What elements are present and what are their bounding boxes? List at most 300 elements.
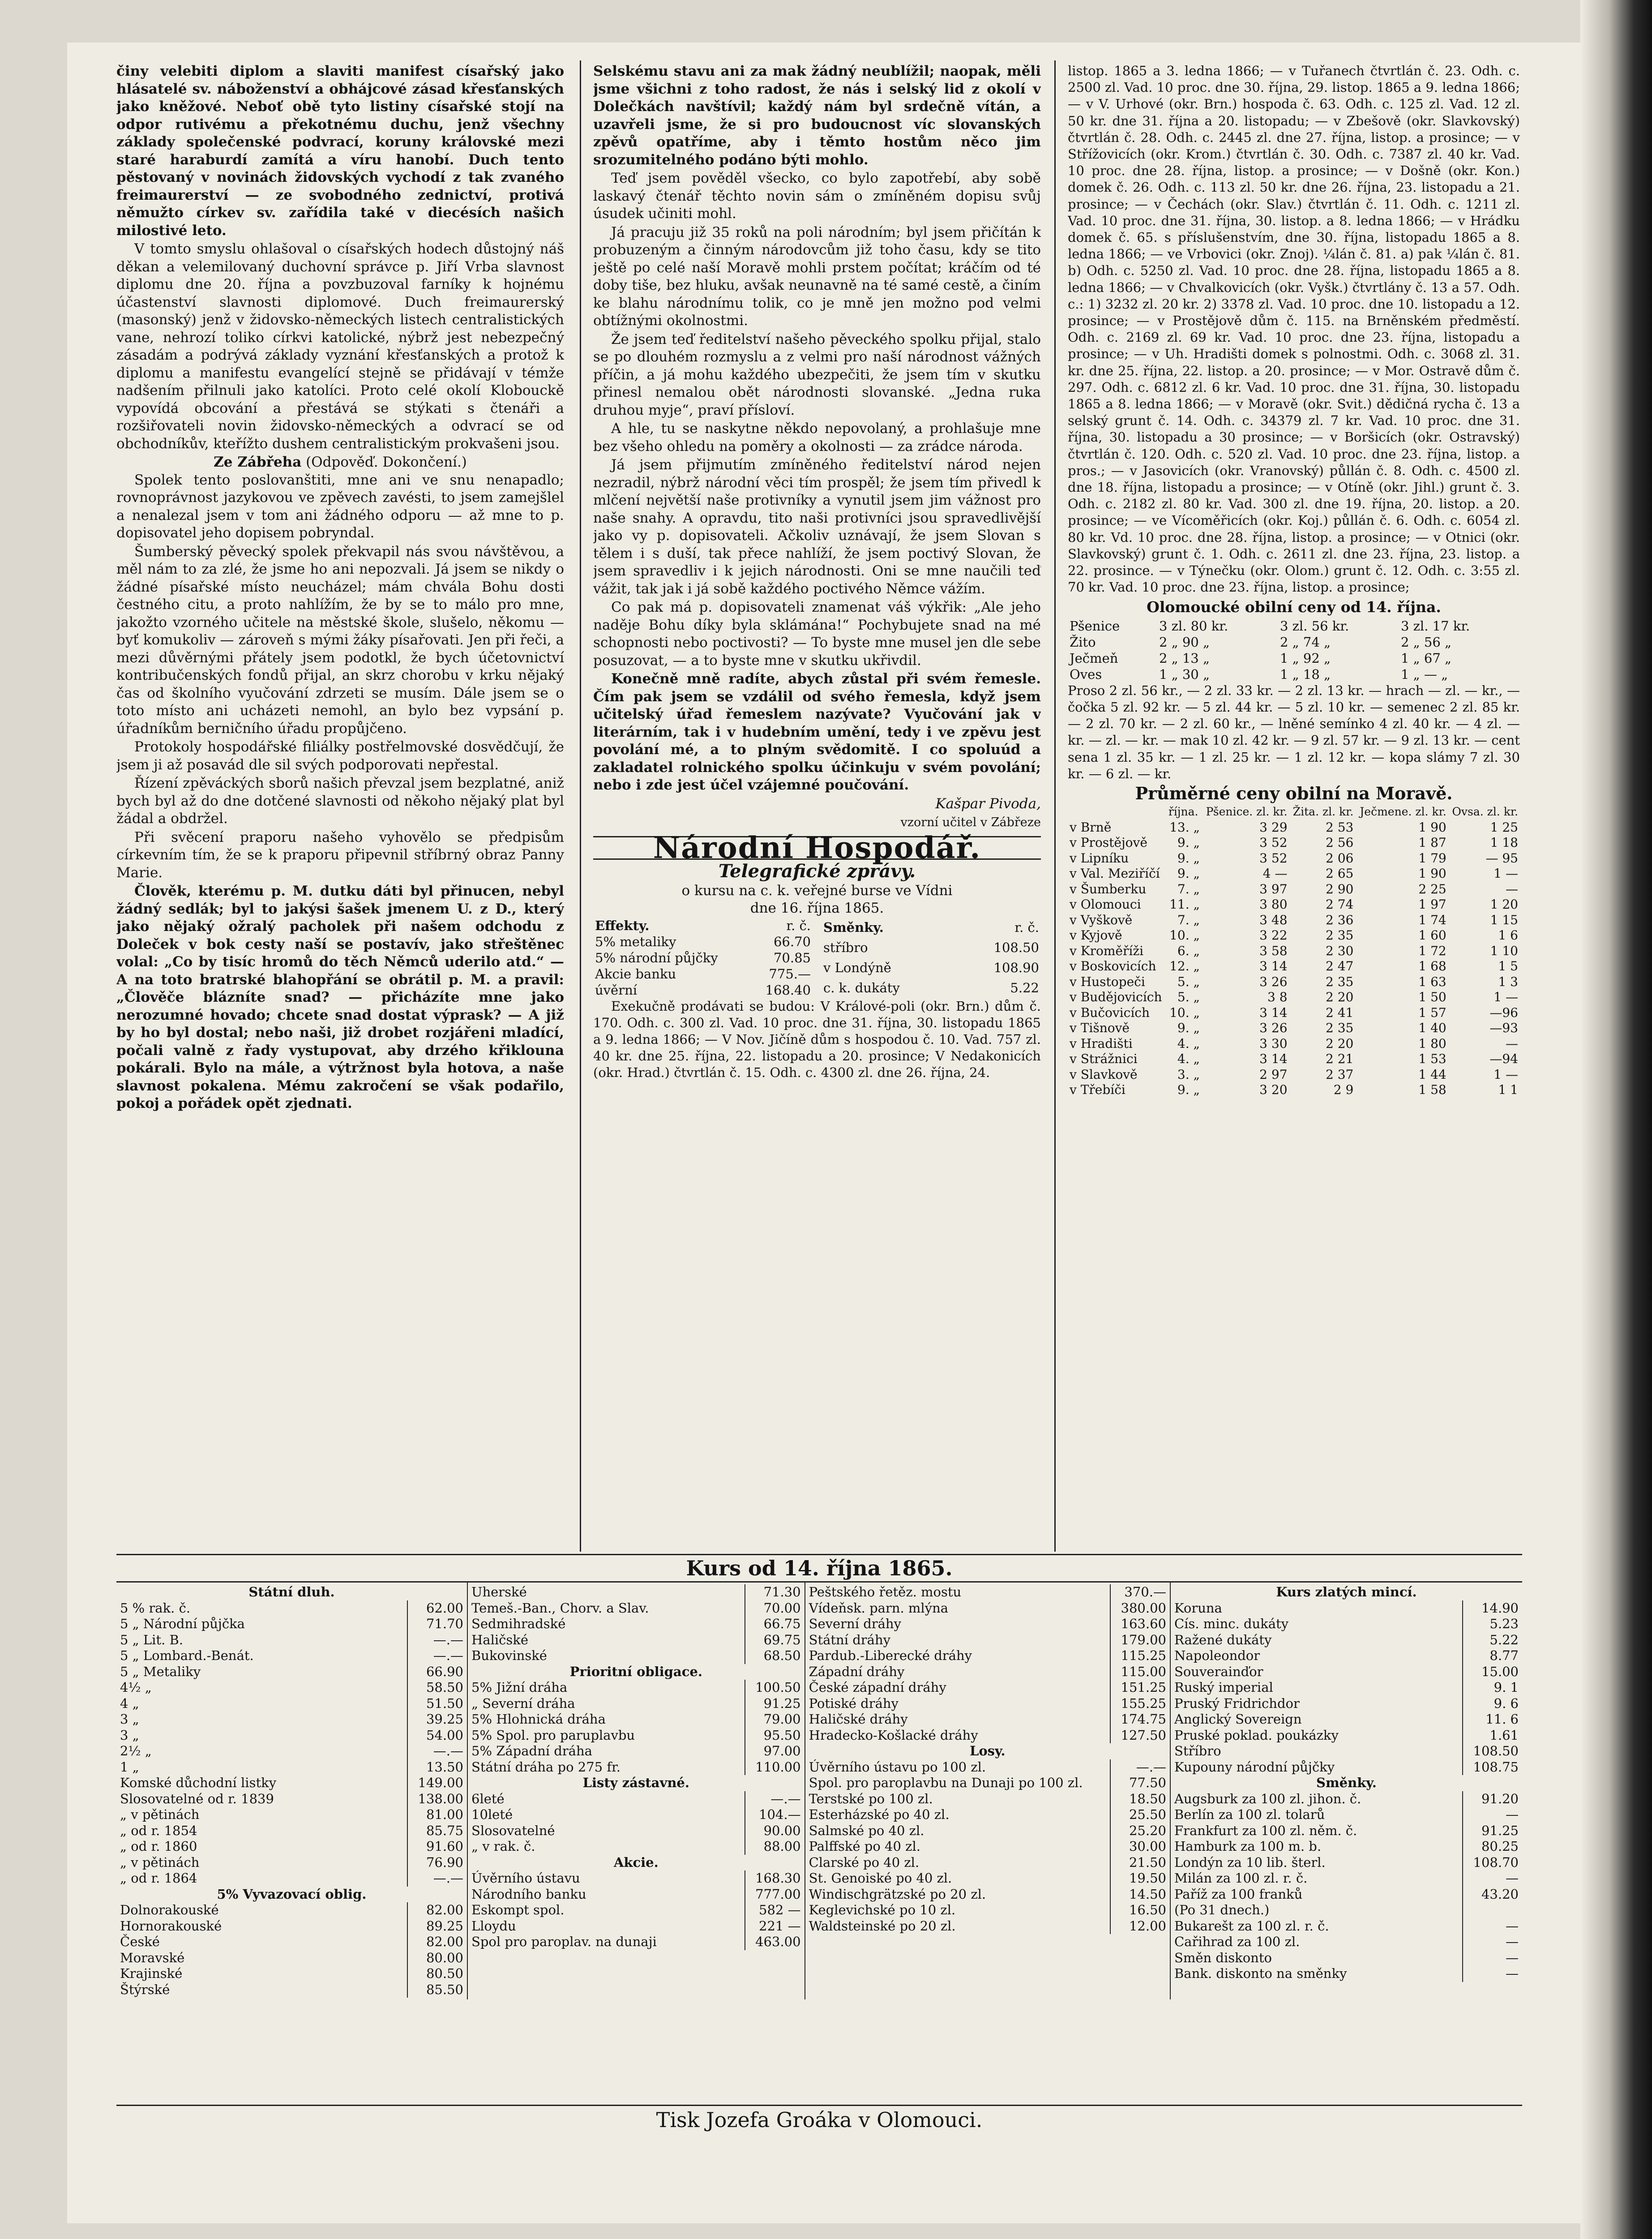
rate-label: 6leté bbox=[471, 1791, 505, 1806]
moravia-cell: 2 56 bbox=[1325, 835, 1354, 850]
rate-value: 58.50 bbox=[407, 1680, 463, 1696]
bills-row-value: 108.90 bbox=[993, 960, 1039, 975]
rate-value: — bbox=[1462, 1807, 1519, 1823]
moravia-cell: v Boskovicích bbox=[1070, 959, 1156, 974]
grain-cell: 3 zl. 17 kr. bbox=[1400, 618, 1470, 634]
rate-label: Paříž za 100 franků bbox=[1174, 1886, 1303, 1902]
effects-row-value: 775.— bbox=[769, 966, 811, 982]
rate-value: 5.22 bbox=[1462, 1632, 1519, 1648]
article-paragraph: Já pracuju již 35 roků na poli národním; byl jsem přičítán k probuzeným a činným národovcům již toho času, kdy se tito ještě po celé naší Moravě mohli prstem počítat; kráčím od té doby tiše, bez hluku, avšak neunavně na té samé cestě, a činím ke blahu národnímu tolik, co je mně jen možno pod velmi obtížnými okolnostmi. bbox=[593, 224, 1041, 329]
rate-row bbox=[471, 1743, 801, 1759]
moravia-header-cell: Ječmene. zl. kr. bbox=[1360, 805, 1447, 819]
rate-row bbox=[1174, 1728, 1519, 1744]
rate-row bbox=[120, 1775, 463, 1791]
moravia-cell: —94 bbox=[1489, 1051, 1518, 1067]
bills-header: Směnky. bbox=[823, 920, 884, 935]
rate-row bbox=[1174, 1887, 1519, 1903]
rate-value: 8.77 bbox=[1462, 1648, 1519, 1664]
rate-value: 39.25 bbox=[407, 1711, 463, 1728]
moravia-cell: 1 58 bbox=[1418, 1082, 1447, 1098]
moravia-row bbox=[1068, 1051, 1520, 1067]
rate-row bbox=[471, 1696, 801, 1712]
rate-row bbox=[120, 1902, 463, 1918]
rate-row bbox=[809, 1870, 1166, 1887]
bills-table bbox=[822, 918, 1041, 998]
rate-value: 88.00 bbox=[745, 1839, 801, 1855]
grain-cell: Ječmeň bbox=[1070, 650, 1118, 666]
olomouc-prices-title: Olomoucké obilní ceny od 14. října. bbox=[1147, 598, 1441, 616]
rate-label: Hamburk za 100 m. b. bbox=[1174, 1839, 1322, 1854]
rate-value: 19.50 bbox=[1110, 1870, 1166, 1887]
rate-label: 4½ „ bbox=[120, 1680, 152, 1695]
effects-row bbox=[593, 934, 813, 950]
moravia-row bbox=[1068, 1067, 1520, 1083]
grain-row bbox=[1068, 666, 1520, 682]
moravia-cell: 4 — bbox=[1263, 866, 1288, 881]
effects-header: Effekty. bbox=[595, 918, 650, 933]
rate-row bbox=[120, 1982, 463, 1998]
rate-row bbox=[120, 1616, 463, 1632]
grain-row bbox=[1068, 634, 1520, 650]
rate-value: 11. 6 bbox=[1462, 1711, 1519, 1728]
rate-row bbox=[1174, 1934, 1519, 1950]
telegraph-subtitle: o kursu na c. k. veřejné burse ve Vídni bbox=[681, 882, 953, 899]
rate-label: 5 „ Národní půjčka bbox=[120, 1616, 245, 1631]
rate-value: 82.00 bbox=[407, 1902, 463, 1918]
rate-value: 115.25 bbox=[1110, 1648, 1166, 1664]
rate-row bbox=[1174, 1680, 1519, 1696]
moravia-cell: v Kyjově bbox=[1070, 928, 1122, 943]
rate-row bbox=[120, 1950, 463, 1966]
rate-row bbox=[471, 1839, 801, 1855]
rate-label: Bukarešt za 100 zl. r. č. bbox=[1174, 1918, 1329, 1934]
moravia-prices-title: Průměrné ceny obilní na Moravě. bbox=[1135, 783, 1453, 803]
rate-row bbox=[1174, 1616, 1519, 1632]
rate-value: 108.50 bbox=[1462, 1743, 1519, 1759]
article-paragraph: Protokoly hospodářské filiálky postřelmovské dosvědčují, že jsem ji až posavád dle sil svých podporovati nepřestal. bbox=[116, 739, 564, 773]
rate-row bbox=[120, 1870, 463, 1887]
effects-row bbox=[593, 966, 813, 982]
rate-row bbox=[1174, 1696, 1519, 1712]
rate-value: 54.00 bbox=[407, 1728, 463, 1744]
rate-value: 82.00 bbox=[407, 1934, 463, 1950]
moravia-row bbox=[1068, 1005, 1520, 1021]
rate-row bbox=[1174, 1600, 1519, 1617]
rate-row bbox=[471, 1902, 801, 1918]
moravia-cell: 1 — bbox=[1494, 1067, 1518, 1082]
rate-value: 108.70 bbox=[1462, 1855, 1519, 1871]
rate-row bbox=[1174, 1791, 1519, 1807]
author-signature: Kašpar Pivoda, bbox=[935, 795, 1041, 812]
rate-label: Hornorakouské bbox=[120, 1918, 222, 1934]
moravia-cell: 5. „ bbox=[1177, 974, 1200, 989]
article-paragraph: Co pak má p. dopisovateli znamenat váš výkřik: „Ale jeho naděje Bohu díky byla sklámána!“ Pochybujete snad na mé schopnosti nebo poctivosti? — To byste mne musel jen dle sebe posuzovat, — a to byste mne v skutku ukřivdil. bbox=[593, 599, 1041, 669]
moravia-cell: 10. „ bbox=[1169, 928, 1200, 943]
rate-row bbox=[120, 1759, 463, 1776]
rate-row bbox=[1174, 1839, 1519, 1855]
rate-row bbox=[471, 1918, 801, 1934]
rate-row bbox=[471, 1728, 801, 1744]
rate-row bbox=[809, 1918, 1166, 1934]
bills-row bbox=[822, 938, 1041, 958]
article-paragraph: činy velebiti diplom a slaviti manifest císařský jako hlásatelé sv. náboženství a obhájcové zásad křesťanských jako kněžové. Neboť obě tyto listiny císařské stojí na odpor rutivému a překotnému duchu, jenž všechny základy společenské podvrací, koruny královské mezi staré haraburdí zamítá a víru hanobí. Duch tento pěstovaný v novinách židovských vychodí z tak zvaného freimaurerství — ze svobodného zednictví, protivá němužto církev sv. zařídila také v diecésích našich milostivé leto. bbox=[116, 63, 564, 239]
moravia-cell: v Olomouci bbox=[1070, 897, 1141, 912]
rate-value: 43.20 bbox=[1462, 1887, 1519, 1903]
moravia-cell: 3. „ bbox=[1177, 1067, 1200, 1082]
rate-label: Terstské po 100 zl. bbox=[809, 1791, 933, 1806]
moravia-cell: 3 8 bbox=[1267, 990, 1288, 1005]
moravia-cell: 2 35 bbox=[1325, 928, 1354, 943]
grain-cell: Pšenice bbox=[1070, 618, 1120, 634]
rate-label: Pardub.-Liberecké dráhy bbox=[809, 1648, 972, 1663]
moravia-cell: 3 48 bbox=[1259, 912, 1288, 927]
grain-other-prices: Proso 2 zl. 56 kr., — 2 zl. 33 kr. — 2 zl. 13 kr. — hrach — zl. — kr., — čočka 5 zl. 92 kr. — 5 zl. 44 kr. — 5 zl. 10 kr. — semenec 2 zl. 85 kr. — 2 zl. 70 kr. — 2 zl. 60 kr., — lněné semínko 4 zl. 40 kr. — 4 zl. — kr. — zl. — kr. — mak 10 zl. 42 kr. — 9 zl. 57 kr. — 9 zl. 13 kr. — cent sena 1 zl. 35 kr. — 1 zl. 25 kr. — 1 zl. 12 kr. — kopa slámy 7 zl. 30 kr. — 6 zl. — kr. bbox=[1068, 682, 1520, 781]
rates-column-coins bbox=[1171, 1583, 1522, 1999]
rate-row bbox=[120, 1600, 463, 1617]
rate-value: 70.00 bbox=[745, 1600, 801, 1617]
rate-label: Milán za 100 zl. r. č. bbox=[1174, 1870, 1308, 1886]
rate-label: Stříbro bbox=[1174, 1743, 1221, 1759]
rate-label: Uherské bbox=[471, 1584, 527, 1600]
grain-cell: 2 „ 74 „ bbox=[1280, 634, 1331, 650]
moravia-row bbox=[1068, 820, 1520, 836]
rate-label: Salmské po 40 zl. bbox=[809, 1823, 924, 1838]
moravia-row bbox=[1068, 851, 1520, 866]
bills-row-name: c. k. dukáty bbox=[823, 980, 900, 995]
rate-label: Clarské po 40 zl. bbox=[809, 1854, 920, 1870]
moravia-cell: 3 80 bbox=[1259, 897, 1288, 912]
moravia-row bbox=[1068, 882, 1520, 897]
rate-row bbox=[809, 1728, 1166, 1744]
moravia-cell: 2 90 bbox=[1325, 881, 1354, 896]
column-3 bbox=[1068, 63, 1520, 1098]
rate-label: Štýrské bbox=[120, 1982, 170, 1997]
rate-value: 168.30 bbox=[745, 1870, 801, 1887]
moravia-cell: 1 25 bbox=[1490, 819, 1518, 835]
moravia-cell: 1 68 bbox=[1418, 959, 1447, 974]
rate-row bbox=[120, 1648, 463, 1664]
rate-value: 91.60 bbox=[407, 1839, 463, 1855]
moravia-header-cell bbox=[1068, 804, 1167, 820]
rate-label: Dolnorakouské bbox=[120, 1902, 219, 1917]
effects-row-name: 5% národní půjčky bbox=[595, 950, 718, 965]
rate-value: 18.50 bbox=[1110, 1791, 1166, 1807]
rate-value: 71.30 bbox=[745, 1584, 801, 1600]
moravia-cell: 9. „ bbox=[1177, 1021, 1200, 1036]
rate-label: Úvěrního ústavu bbox=[471, 1870, 580, 1886]
rate-row bbox=[471, 1934, 801, 1950]
moravia-cell: 2 21 bbox=[1325, 1051, 1354, 1067]
moravia-cell: 6. „ bbox=[1177, 943, 1200, 958]
moravia-cell: 4. „ bbox=[1177, 1036, 1200, 1051]
article-paragraph: Že jsem teď ředitelství našeho pěveckého spolku přijal, stalo se po dlouhém rozmyslu a z velmi pro naší národnost vážných příčin, a já mohu každého ubezpečiti, že jsem tím v skutku přinesl nemalou obět národnosti slovanské. „Jedna ruka druhou myje“, praví přísloví. bbox=[593, 331, 1041, 418]
rate-label: „ od r. 1854 bbox=[120, 1823, 197, 1838]
rate-value: 9. 1 bbox=[1462, 1680, 1519, 1696]
moravia-cell: v Slavkově bbox=[1070, 1067, 1138, 1082]
moravia-cell: 1 44 bbox=[1418, 1067, 1447, 1082]
rate-row bbox=[1174, 1711, 1519, 1728]
moravia-cell: 13. „ bbox=[1169, 819, 1200, 835]
rate-value: 62.00 bbox=[407, 1600, 463, 1617]
rates-section-heading: Prioritní obligace. bbox=[569, 1664, 702, 1679]
rate-row bbox=[809, 1600, 1166, 1617]
bills-row bbox=[822, 958, 1041, 978]
moravia-cell: 9. „ bbox=[1177, 866, 1200, 881]
moravia-cell: —93 bbox=[1489, 1021, 1518, 1036]
rate-row bbox=[120, 1966, 463, 1982]
moravia-cell: v Val. Meziříčí bbox=[1070, 866, 1160, 881]
section-masthead: Národní Hospodář. bbox=[593, 836, 1041, 860]
telegraph-date: dne 16. října 1865. bbox=[750, 900, 884, 916]
rate-value: 15.00 bbox=[1462, 1664, 1519, 1680]
moravia-cell: 1 15 bbox=[1490, 912, 1518, 927]
moravia-row bbox=[1068, 944, 1520, 959]
rate-row bbox=[809, 1759, 1166, 1776]
moravia-cell: 2 36 bbox=[1325, 912, 1354, 927]
rate-value: 115.00 bbox=[1110, 1664, 1166, 1680]
rates-section-heading: Losy. bbox=[969, 1743, 1006, 1759]
moravia-cell: 3 29 bbox=[1259, 819, 1288, 835]
moravia-cell: 1 5 bbox=[1498, 959, 1518, 974]
grain-cell: 1 „ 92 „ bbox=[1280, 650, 1331, 666]
moravia-cell: 1 53 bbox=[1418, 1051, 1447, 1067]
moravia-cell: 2 20 bbox=[1325, 990, 1354, 1005]
grain-row bbox=[1068, 618, 1520, 634]
rate-label: Napoleondor bbox=[1174, 1648, 1260, 1663]
rate-row bbox=[809, 1696, 1166, 1712]
moravia-header-cell: Žita. zl. kr. bbox=[1292, 805, 1354, 819]
rate-row bbox=[471, 1807, 801, 1823]
rate-value: 100.50 bbox=[745, 1680, 801, 1696]
rate-row bbox=[120, 1680, 463, 1696]
rate-row bbox=[120, 1791, 463, 1807]
moravia-row bbox=[1068, 1082, 1520, 1098]
moravia-cell: 1 — bbox=[1494, 866, 1518, 881]
moravia-cell: 9. „ bbox=[1177, 850, 1200, 866]
rate-row bbox=[120, 1696, 463, 1712]
effects-row-value: 66.70 bbox=[773, 934, 811, 949]
moravia-cell: 3 14 bbox=[1259, 959, 1288, 974]
moravia-grain-table bbox=[1068, 804, 1520, 1098]
moravia-cell: 3 20 bbox=[1259, 1082, 1288, 1098]
rate-label: Západní dráhy bbox=[809, 1664, 905, 1679]
moravia-cell: v Strážnici bbox=[1070, 1051, 1138, 1067]
article-paragraph: Řízení zpěváckých sborů našich převzal jsem bezplatné, aniž bych byl až do dne dotčené slavnosti od někoho nějaký plat byl žádal a obdržel. bbox=[116, 775, 564, 827]
moravia-row bbox=[1068, 897, 1520, 913]
column-2 bbox=[593, 63, 1041, 1082]
bills-row-name: v Londýně bbox=[823, 960, 891, 975]
rate-value: 163.60 bbox=[1110, 1616, 1166, 1632]
moravia-cell: v Kroměříži bbox=[1070, 943, 1144, 958]
moravia-cell: 1 72 bbox=[1418, 943, 1447, 958]
telegraph-title: Telegrafické zprávy. bbox=[718, 861, 916, 882]
rate-value: 149.00 bbox=[407, 1775, 463, 1791]
article-paragraph: Selskému stavu ani za mak žádný neublížil; naopak, měli jsme všichni z toho radost, že nás i selský lid z okolí v Dolečkách navštívil; každý nám byl srdečně vítán, a uzavřeli jsme, že si pro budoucnost víc slovanských zpěvů opatříme, aby i těmto hostům něco jim srozumitelného podáno býti mohlo. bbox=[593, 63, 1041, 168]
rate-row bbox=[1174, 1918, 1519, 1934]
rate-row bbox=[1174, 1807, 1519, 1823]
rate-label: 5 „ Lombard.-Benát. bbox=[120, 1648, 254, 1663]
rate-value: 85.75 bbox=[407, 1823, 463, 1839]
moravia-cell: 2 97 bbox=[1259, 1067, 1288, 1082]
rate-label: Waldsteinské po 20 zl. bbox=[809, 1918, 956, 1934]
rate-label: Anglický Sovereign bbox=[1174, 1711, 1302, 1727]
rate-label: 1 „ bbox=[120, 1759, 139, 1775]
rate-label: Cís. minc. dukáty bbox=[1174, 1616, 1289, 1631]
grain-cell: 2 „ 56 „ bbox=[1400, 634, 1452, 650]
moravia-cell: 2 9 bbox=[1333, 1082, 1354, 1098]
grain-cell: 1 „ 30 „ bbox=[1159, 666, 1210, 682]
rate-value: 5.23 bbox=[1462, 1616, 1519, 1632]
moravia-cell: v Budějovicích bbox=[1070, 990, 1162, 1005]
rate-label: Souverainďor bbox=[1174, 1664, 1263, 1679]
moravia-cell: 1 79 bbox=[1418, 850, 1447, 866]
moravia-header-cell: října. bbox=[1168, 805, 1198, 819]
rate-value: 777.00 bbox=[745, 1887, 801, 1903]
rate-row bbox=[809, 1902, 1166, 1918]
rate-label: Peštského řetěz. mostu bbox=[809, 1584, 962, 1600]
rate-value: 110.00 bbox=[745, 1759, 801, 1776]
moravia-cell: 1 3 bbox=[1498, 974, 1518, 989]
rate-label: Berlín za 100 zl. tolarů bbox=[1174, 1807, 1325, 1822]
rate-label: „ v pětinách bbox=[120, 1854, 200, 1870]
moravia-cell: v Tišnově bbox=[1070, 1021, 1130, 1036]
rate-label: Spol. pro paroplavbu na Dunaji po 100 zl. bbox=[809, 1775, 1083, 1790]
rate-row bbox=[120, 1855, 463, 1871]
rate-value: — bbox=[1462, 1870, 1519, 1887]
grain-cell: 2 „ 13 „ bbox=[1159, 650, 1210, 666]
rate-label: 4 „ bbox=[120, 1695, 139, 1711]
rate-value: 80.00 bbox=[407, 1950, 463, 1966]
rate-value: 380.00 bbox=[1110, 1600, 1166, 1617]
bills-row bbox=[822, 978, 1041, 998]
rate-value: —.— bbox=[745, 1791, 801, 1807]
rate-row bbox=[1174, 1743, 1519, 1759]
rate-row bbox=[809, 1839, 1166, 1855]
rate-value: 155.25 bbox=[1110, 1696, 1166, 1712]
rate-value: 91.20 bbox=[1462, 1791, 1519, 1807]
moravia-cell: 3 14 bbox=[1259, 1051, 1288, 1067]
telegraph-tables bbox=[593, 918, 1041, 998]
rates-section-heading: Akcie. bbox=[613, 1854, 659, 1870]
moravia-row bbox=[1068, 866, 1520, 882]
rate-label: Ruský imperial bbox=[1174, 1680, 1273, 1695]
rate-value: 77.50 bbox=[1110, 1775, 1166, 1791]
rate-label: Vídeňsk. parn. mlýna bbox=[809, 1600, 949, 1616]
rates-section-heading: Listy zástavné. bbox=[582, 1775, 689, 1790]
rate-row bbox=[809, 1887, 1166, 1903]
exchange-rates-section bbox=[116, 1554, 1522, 1999]
rate-value: 68.50 bbox=[745, 1648, 801, 1664]
rate-label: Bukovinské bbox=[471, 1648, 547, 1663]
rate-label: Temeš.-Ban., Chorv. a Slav. bbox=[471, 1600, 649, 1616]
rate-value: 51.50 bbox=[407, 1696, 463, 1712]
rate-label: Slosovatelné od r. 1839 bbox=[120, 1791, 274, 1806]
rate-row bbox=[120, 1807, 463, 1823]
moravia-cell: 2 47 bbox=[1325, 959, 1354, 974]
column-rule bbox=[580, 60, 581, 1552]
moravia-cell: — bbox=[1506, 881, 1518, 896]
moravia-cell: 2 20 bbox=[1325, 1036, 1354, 1051]
rate-value: 80.25 bbox=[1462, 1839, 1519, 1855]
rate-value: 25.20 bbox=[1110, 1823, 1166, 1839]
rate-value: 13.50 bbox=[407, 1759, 463, 1776]
moravia-row bbox=[1068, 974, 1520, 990]
rate-row bbox=[809, 1711, 1166, 1728]
rate-label: Severní dráhy bbox=[809, 1616, 901, 1631]
rate-label: Palffské po 40 zl. bbox=[809, 1839, 920, 1854]
rate-label: Frankfurt za 100 zl. něm. č. bbox=[1174, 1823, 1357, 1838]
rate-value: 21.50 bbox=[1110, 1855, 1166, 1871]
rate-row bbox=[809, 1648, 1166, 1664]
rate-value: 81.00 bbox=[407, 1807, 463, 1823]
rate-row bbox=[809, 1775, 1166, 1791]
moravia-cell: 2 41 bbox=[1325, 1005, 1354, 1020]
rate-value: 12.00 bbox=[1110, 1918, 1166, 1934]
execution-notice: Exekučně prodávati se budou: V Králové-poli (okr. Brn.) dům č. 170. Odh. c. 300 zl. Vad. 10 proc. dne 31. října, 30. listopadu 1865 a 9. ledna 1866; — V Nov. Jičíně dům s hospodou č. 10. Vad. 757 zl. 40 kr. dne 25. října, 22. listopadu a 20. prosince; V Nedakonicích (okr. Hrad.) čtvrtlán č. 15. Odh. c. 4300 zl. dne 26. října, 24. bbox=[593, 998, 1041, 1080]
rate-label: „ v pětinách bbox=[120, 1807, 200, 1822]
moravia-cell: 1 40 bbox=[1418, 1021, 1447, 1036]
moravia-cell: — bbox=[1506, 1036, 1518, 1051]
moravia-cell: 5. „ bbox=[1177, 990, 1200, 1005]
moravia-row bbox=[1068, 928, 1520, 944]
article-paragraph: A hle, tu se naskytne někdo nepovolaný, a prohlašuje mne bez všeho ohledu na poměry a okolnosti — za zrádce národa. bbox=[593, 420, 1041, 455]
rates-section-heading: Státní dluh. bbox=[248, 1584, 335, 1600]
column-1 bbox=[116, 63, 564, 1114]
rate-label: Haličské dráhy bbox=[809, 1711, 908, 1727]
rate-label: Krajinské bbox=[120, 1966, 183, 1981]
moravia-cell: 3 30 bbox=[1259, 1036, 1288, 1051]
rate-row bbox=[120, 1743, 463, 1759]
moravia-cell: 1 90 bbox=[1418, 819, 1447, 835]
rate-label: 3 „ bbox=[120, 1727, 139, 1743]
rate-value: —.— bbox=[407, 1632, 463, 1648]
effects-row-name: úvěrní bbox=[595, 982, 638, 998]
moravia-cell: v Hradišti bbox=[1070, 1036, 1133, 1051]
rate-label: 3 „ bbox=[120, 1711, 139, 1727]
rate-value: 30.00 bbox=[1110, 1839, 1166, 1855]
rate-value: 69.75 bbox=[745, 1632, 801, 1648]
moravia-header-row bbox=[1068, 804, 1520, 820]
moravia-cell: 1 57 bbox=[1418, 1005, 1447, 1020]
bills-row-value: 108.50 bbox=[993, 940, 1039, 955]
column-rule bbox=[1054, 60, 1056, 1552]
moravia-cell: 1 1 bbox=[1498, 1082, 1518, 1098]
rate-row bbox=[120, 1632, 463, 1648]
rate-value: 95.50 bbox=[745, 1728, 801, 1744]
effects-row-value: 70.85 bbox=[773, 950, 811, 965]
rate-value: 76.90 bbox=[407, 1855, 463, 1871]
moravia-cell: 9. „ bbox=[1177, 835, 1200, 850]
rates-column-state-debt bbox=[116, 1583, 468, 1999]
effects-rk: r. č. bbox=[786, 918, 811, 933]
rate-value: 14.50 bbox=[1110, 1887, 1166, 1903]
effects-row bbox=[593, 982, 813, 998]
rate-label: 5 „ Metaliky bbox=[120, 1664, 201, 1679]
rate-row bbox=[471, 1616, 801, 1632]
moravia-cell: 3 26 bbox=[1259, 974, 1288, 989]
article-paragraph: V tomto smyslu ohlašoval o císařských hodech důstojný náš děkan a velemilovaný duchovní správce p. Jiří Vrba slavnost diplomu dne 20. října a povzbuzoval farníky k hojnému účastenství slavnosti diplomové. Duch freimaurerský (masonský) jenž v židovsko-německých listech centralistických vane, nehrozí toliko církvi katolické, nýbrž jest nebezpečný zásadám a podrývá základy vyznání křesťanských a protož k diplomu a manifestu evangelící stejně se přidávají v témže nadšením přilnuli jako katolíci. Proto celé okolí Klobouckě vypovídá obcování a přestává se stýkati s čtenáři a rozšiřovateli novin židovsko-německých a odvrací se od obchodníkův, kteřížto dushem centralistickým prokvašeni jsou. bbox=[116, 241, 564, 452]
moravia-cell: 2 25 bbox=[1418, 881, 1447, 896]
moravia-row bbox=[1068, 913, 1520, 928]
moravia-cell: 2 06 bbox=[1325, 850, 1354, 866]
moravia-header-cell: Ovsa. zl. kr. bbox=[1452, 805, 1518, 819]
rate-label: (Po 31 dnech.) bbox=[1174, 1902, 1270, 1917]
moravia-cell: 1 50 bbox=[1418, 990, 1447, 1005]
moravia-cell: 7. „ bbox=[1177, 912, 1200, 927]
rate-value: 174.75 bbox=[1110, 1711, 1166, 1728]
rate-row bbox=[1174, 1870, 1519, 1887]
rate-value: — bbox=[1462, 1966, 1519, 1982]
